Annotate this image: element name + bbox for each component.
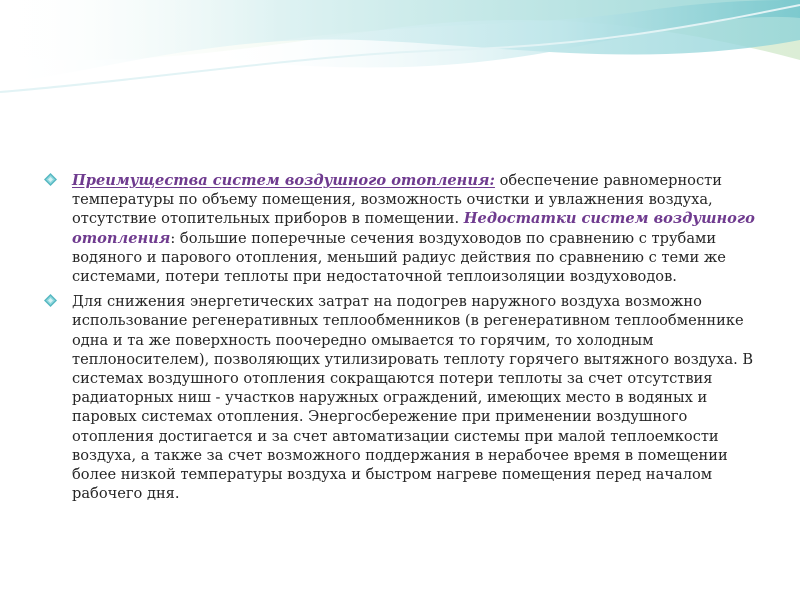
diamond-bullet-icon <box>44 294 57 307</box>
energy-saving-text: Для снижения энергетических затрат на подогрев наружного воздуха возможно использование регенеративных теплообменников (в регенеративном теплообменнике одна и та же поверхность поочередно омывается то горячим, то холодным теплоносителем), позволяющих утилизировать теплоту горячего вытяжного воздуха. В системах воздушного отопления сокращаются потери теплоты за счет отсутствия радиаторных ниш - участков наружных ограждений, имеющих место в водяных и паровых системах отопления. Энергосбережение при применении воздушного отопления достигается и за счет автоматизации системы при малой теплоемкости воздуха, а также за счет возможного поддержания в нерабочее время в помещении более низкой температуры воздуха и быстром нагреве помещения перед началом рабочего дня. <box>72 293 754 503</box>
slide-content <box>44 171 756 509</box>
bullet-item-advantages <box>44 171 756 286</box>
diamond-bullet-icon <box>44 173 57 186</box>
advantages-text: обеспечение равномерности температуры по объему помещения, возможность очистки и увлажнения воздуха, отсутствие отопительных приборов в помещении. <box>72 172 722 228</box>
bullet-item-energy-saving <box>44 292 756 503</box>
disadvantages-heading: Недостатки систем воздушного отопления <box>72 210 755 247</box>
disadvantages-text: : большие поперечные сечения воздуховодов по сравнению с трубами водяного и парового отопления, меньший радиус действия по сравнению с теми же системами, потери теплоты при недостаточной теплоизоляции воздуховодов. <box>72 229 726 286</box>
wave-header-decoration <box>0 0 800 110</box>
advantages-heading: Преимущества систем воздушного отопления: <box>72 172 495 189</box>
